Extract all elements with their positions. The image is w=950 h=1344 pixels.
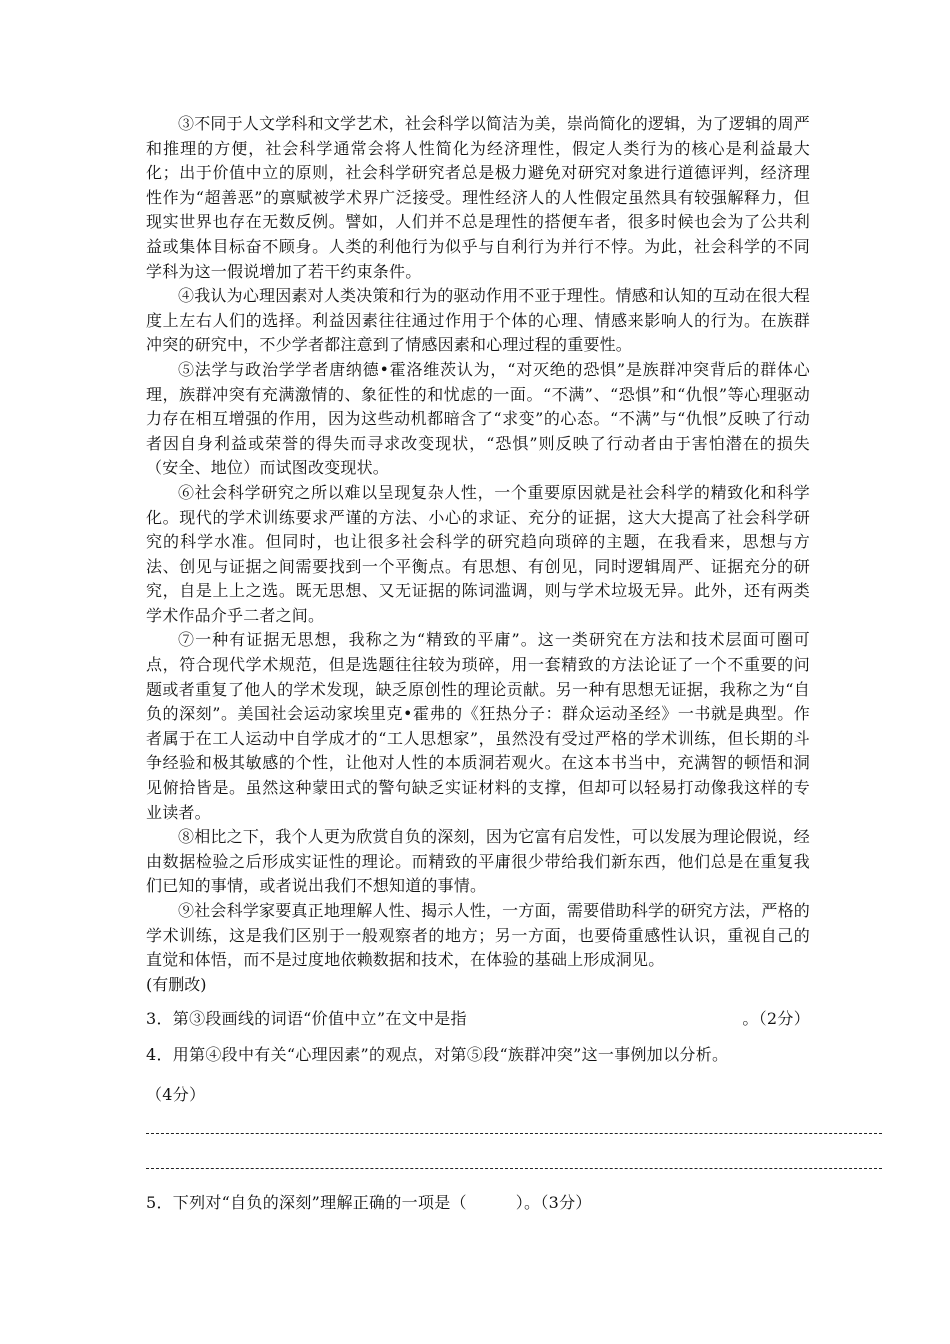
paragraph-8: ⑧相比之下，我个人更为欣赏自负的深刻，因为它富有启发性，可以发展为理论假说，经由数据检验之后形成实证性的理论。而精致的平庸很少带给我们新东西，他们总是在重复我们已知的事情，或者说出我们不想知道的事情。 (146, 827, 810, 896)
question-3-text: 3．第③段画线的词语“价值中立”在文中是指 (146, 1009, 467, 1029)
answer-line-1[interactable] (146, 1133, 882, 1134)
question-3 (146, 1007, 810, 1031)
paragraph-3: ③不同于人文学科和文学艺术，社会科学以简洁为美，崇尚简化的逻辑，为了逻辑的周严和推理的方便，社会科学通常会将人性简化为经济理性，假定人类行为的核心是利益最大化；出于价值中立的原则，社会科学研究者总是极力避免对研究对象进行道德评判，经济理性作为“超善恶”的禀赋被学术界广泛接受。理性经济人的人性假定虽然具有较强解释力，但现实世界也存在无数反例。譬如，人们并不总是理性的搭便车者，很多时候也会为了公共利益或集体目标奋不顾身。人类的利他行为似乎与自利行为并行不悖。为此，社会科学的不同学科为这一假说增加了若干约束条件。 (146, 114, 810, 281)
question-5-text: 5．下列对“自负的深刻”理解正确的一项是（ ）。（3分） (146, 1193, 592, 1213)
paragraph-4: ④我认为心理因素对人类决策和行为的驱动作用不亚于理性。情感和认知的互动在很大程度上左右人们的选择。利益因素往往通过作用于个体的心理、情感来影响人的行为。在族群冲突的研究中，不少学者都注意到了情感因素和心理过程的重要性。 (146, 286, 810, 355)
source-note: (有删改) (146, 974, 207, 994)
document-page (146, 112, 810, 1215)
paragraph-9: ⑨社会科学家要真正地理解人性、揭示人性，一方面，需要借助科学的研究方法，严格的学术训练，这是我们区别于一般观察者的地方；另一方面，也要倚重感性认识，重视自己的直觉和体悟，而不是过度地依赖数据和技术，在体验的基础上形成洞见。 (146, 901, 810, 970)
paragraph-5: ⑤法学与政治学学者唐纳德•霍洛维茨认为，“对灭绝的恐惧”是族群冲突背后的群体心理，族群冲突有充满激情的、象征性的和忧虑的一面。“不满”、“恐惧”和“仇恨”等心理驱动力存在相互增强的作用，因为这些动机都暗含了“求变”的心态。“不满”与“仇恨”反映了行动者因自身利益或荣誉的得失而寻求改变现状，“恐惧”则反映了行动者由于害怕潜在的损失（安全、地位）而试图改变现状。 (146, 359, 810, 478)
question-4-text: 4．用第④段中有关“心理因素”的观点，对第⑤段“族群冲突”这一事例加以分析。 (146, 1045, 729, 1065)
question-4-score: （4分） (146, 1085, 206, 1105)
paragraph-6: ⑥社会科学研究之所以难以呈现复杂人性，一个重要原因就是社会科学的精致化和科学化。现代的学术训练要求严谨的方法、小心的求证、充分的证据，这大大提高了社会科学研究的科学水准。但同时，也让很多社会科学的研究趋向琐碎的主题，在我看来，思想与方法、创见与证据之间需要找到一个平衡点。有思想、有创见，同时逻辑周严、证据充分的研究，自是上上之选。既无思想、又无证据的陈词滥调，则与学术垃圾无异。此外，还有两类学术作品介乎二者之间。 (146, 482, 810, 625)
question-3-score: 。（2分） (742, 1009, 810, 1029)
answer-line-2[interactable] (146, 1168, 882, 1169)
paragraph-7: ⑦一种有证据无思想，我称之为“精致的平庸”。这一类研究在方法和技术层面可圈可点，符合现代学术规范，但是选题往往较为琐碎，用一套精致的方法论证了一个不重要的问题或者重复了他人的学术发现，缺乏原创性的理论贡献。另一种有思想无证据，我称之为“自负的深刻”。美国社会运动家埃里克•霍弗的《狂热分子：群众运动圣经》一书就是典型。作者属于在工人运动中自学成才的“工人思想家”，虽然没有受过严格的学术训练，但长期的斗争经验和极其敏感的个性，让他对人性的本质洞若观火。在这本书当中，充满智的顿悟和洞见俯拾皆是。虽然这种蒙田式的警句缺乏实证材料的支撑，但却可以轻易打动像我这样的专业读者。 (146, 630, 810, 822)
